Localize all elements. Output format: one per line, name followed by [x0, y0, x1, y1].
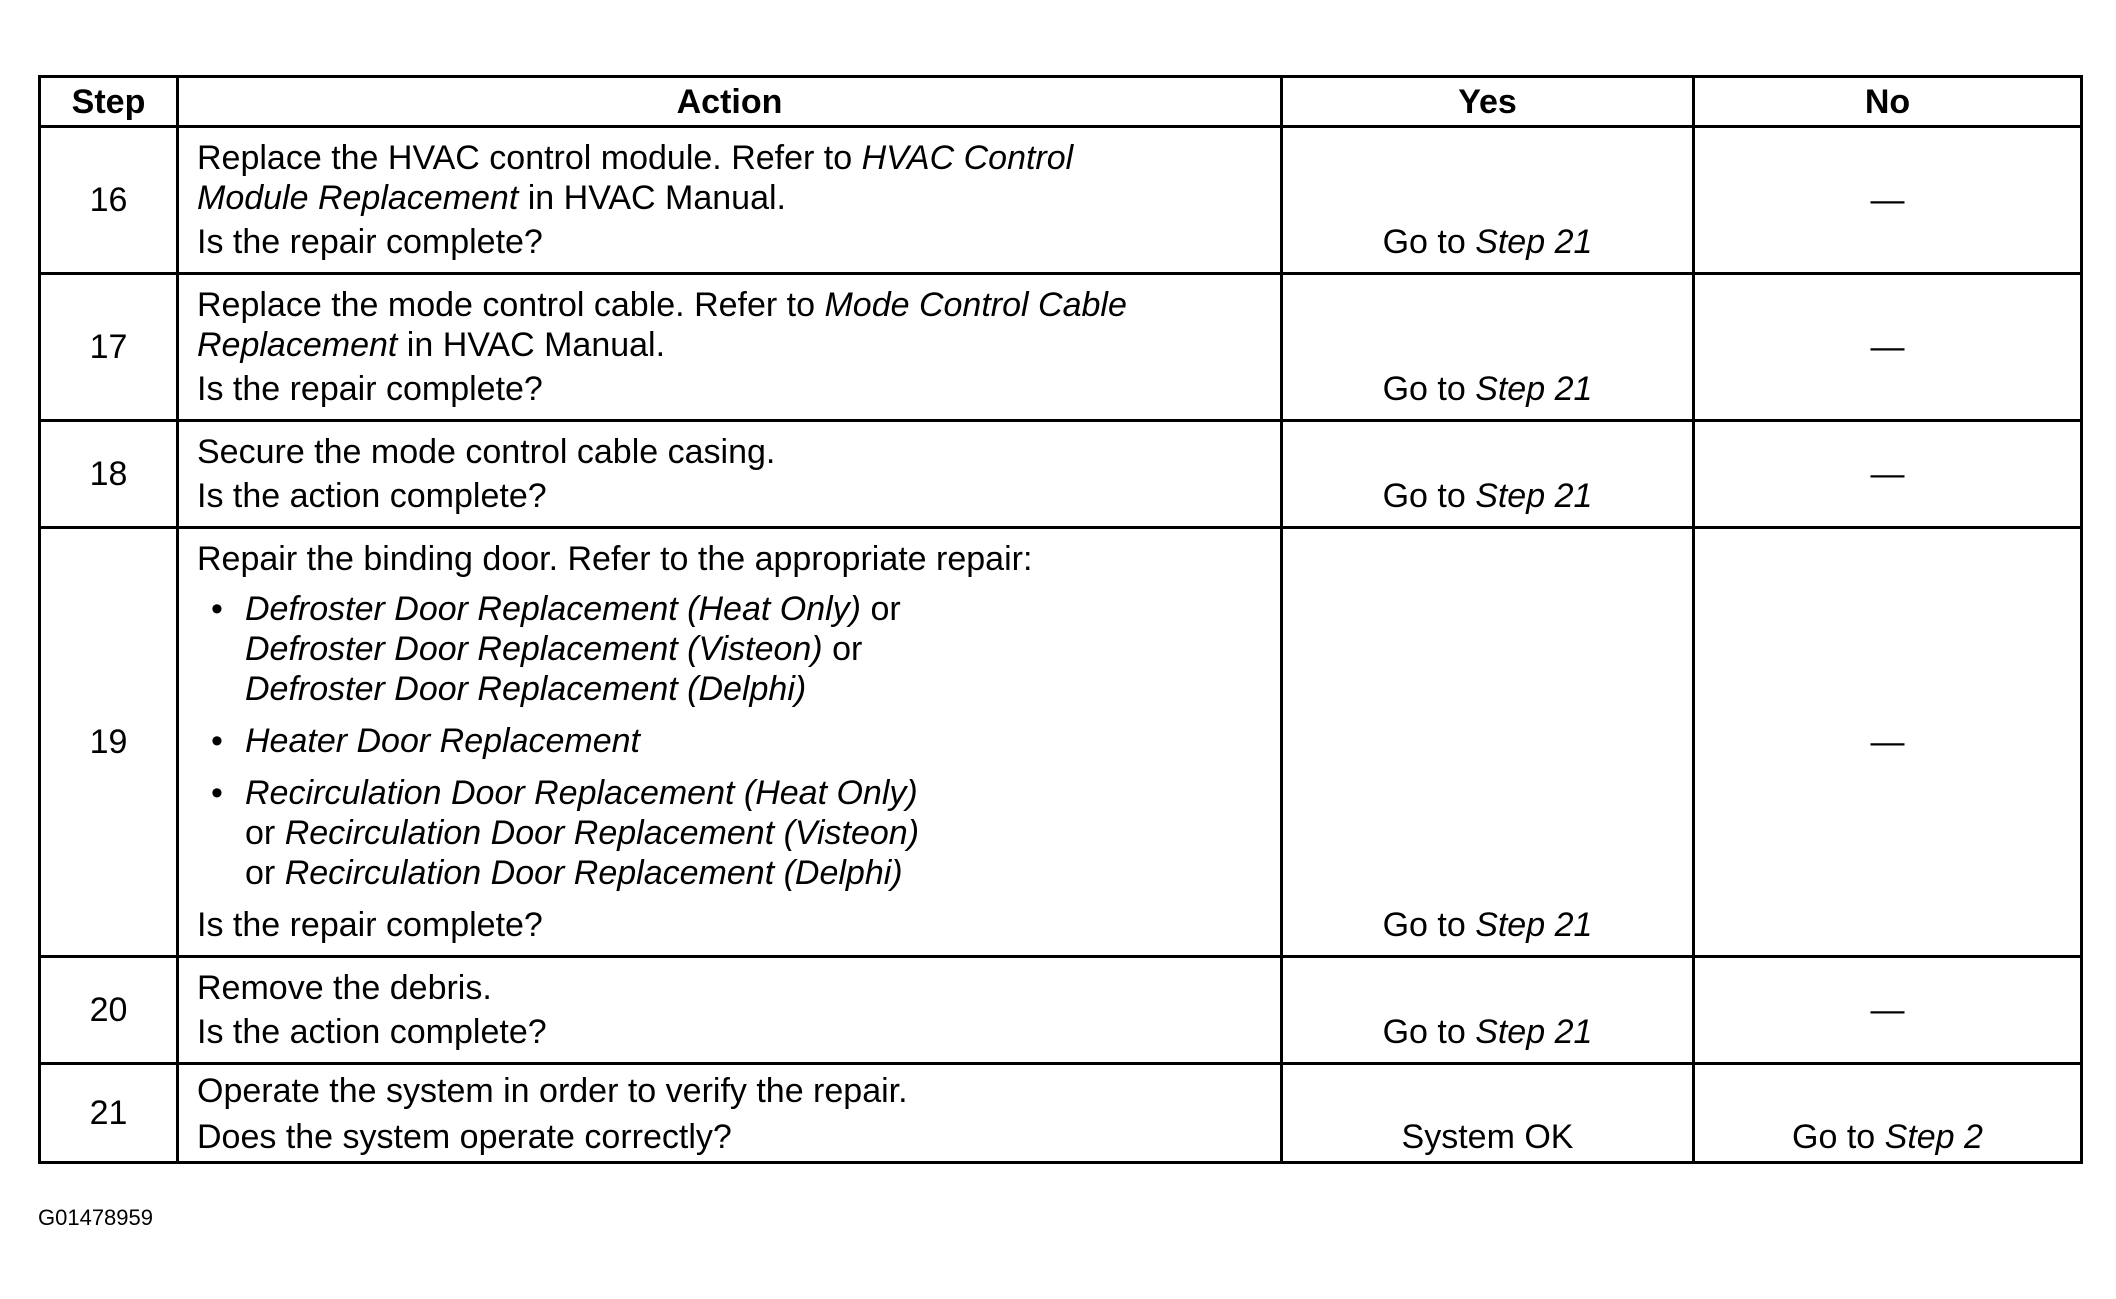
no-cell: — [1694, 274, 2082, 421]
yes-cell: Go to Step 21 [1282, 127, 1694, 274]
action-cell [178, 528, 1282, 957]
step-reference: Step 21 [1475, 370, 1593, 408]
repair-reference: Defroster Door Replacement (Visteon) [245, 630, 823, 668]
action-text: Operate the system in order to verify the repair. [197, 1072, 908, 1110]
action-text: Repair the binding door. Refer to the appropriate repair: [197, 540, 1033, 578]
repair-reference: Defroster Door Replacement (Delphi) [245, 670, 807, 708]
no-cell: — [1694, 421, 2082, 528]
no-cell: — [1694, 957, 2082, 1064]
diagnostic-table [38, 75, 2083, 1164]
question-text: Is the repair complete? [197, 906, 543, 944]
step-number: 19 [40, 528, 178, 957]
question-text: Is the action complete? [197, 1013, 547, 1051]
figure-id: G01478959 [38, 1205, 153, 1230]
step-reference: Step 21 [1475, 1013, 1593, 1051]
no-cell: Go to Step 2 [1694, 1064, 2082, 1163]
table-row-step-21 [40, 1064, 2082, 1163]
action-cell [178, 957, 1282, 1064]
action-cell [178, 127, 1282, 274]
yes-cell: System OK [1282, 1064, 1694, 1163]
table-row-step-18 [40, 421, 2082, 528]
table-header-row [40, 77, 2082, 127]
no-cell: — [1694, 528, 2082, 957]
table-row-step-17 [40, 274, 2082, 421]
action-text: Secure the mode control cable casing. [197, 433, 776, 471]
action-cell [178, 421, 1282, 528]
action-text: Remove the debris. [197, 969, 492, 1007]
no-cell: — [1694, 127, 2082, 274]
repair-options-list [197, 589, 1262, 893]
step-number: 16 [40, 127, 178, 274]
action-text: Replace the mode control cable. Refer to Mode Control Cable Replacement in HVAC Manual. [197, 286, 1127, 364]
yes-cell: Go to Step 21 [1282, 274, 1694, 421]
action-cell [178, 1064, 1282, 1163]
repair-reference: Heater Door Replacement [245, 722, 640, 760]
step-number: 21 [40, 1064, 178, 1163]
table-row-step-16 [40, 127, 2082, 274]
question-text: Is the repair complete? [197, 370, 543, 408]
action-cell [178, 274, 1282, 421]
step-reference: Step 21 [1475, 223, 1593, 261]
list-item: • Recirculation Door Replacement (Heat Only) or Recirculation Door Replacement (Visteon) or Recirculation Door Replacement (Delphi) [245, 773, 1262, 893]
table-row-step-19 [40, 528, 2082, 957]
yes-cell: Go to Step 21 [1282, 957, 1694, 1064]
question-text: Does the system operate correctly? [197, 1118, 732, 1156]
table-row-step-20 [40, 957, 2082, 1064]
header-step: Step [40, 77, 178, 127]
step-number: 20 [40, 957, 178, 1064]
header-yes: Yes [1282, 77, 1694, 127]
yes-cell: Go to Step 21 [1282, 528, 1694, 957]
question-text: Is the action complete? [197, 477, 547, 515]
question-text: Is the repair complete? [197, 223, 543, 261]
step-number: 18 [40, 421, 178, 528]
step-reference: Step 21 [1475, 906, 1593, 944]
step-reference: Step 21 [1475, 477, 1593, 515]
action-text: Replace the HVAC control module. Refer to HVAC Control Module Replacement in HVAC Manual. [197, 139, 1074, 217]
step-number: 17 [40, 274, 178, 421]
yes-cell: Go to Step 21 [1282, 421, 1694, 528]
header-action: Action [178, 77, 1282, 127]
repair-reference: Recirculation Door Replacement (Visteon) [284, 814, 920, 852]
list-item: • Defroster Door Replacement (Heat Only) or Defroster Door Replacement (Visteon) or Defroster Door Replacement (Delphi) [245, 589, 1262, 709]
repair-reference: Recirculation Door Replacement (Heat Only) [245, 774, 918, 812]
step-reference: Step 2 [1884, 1118, 1983, 1156]
repair-reference: Recirculation Door Replacement (Delphi) [284, 854, 903, 892]
list-item [245, 721, 1262, 761]
repair-reference: Defroster Door Replacement (Heat Only) [245, 590, 862, 628]
header-no: No [1694, 77, 2082, 127]
